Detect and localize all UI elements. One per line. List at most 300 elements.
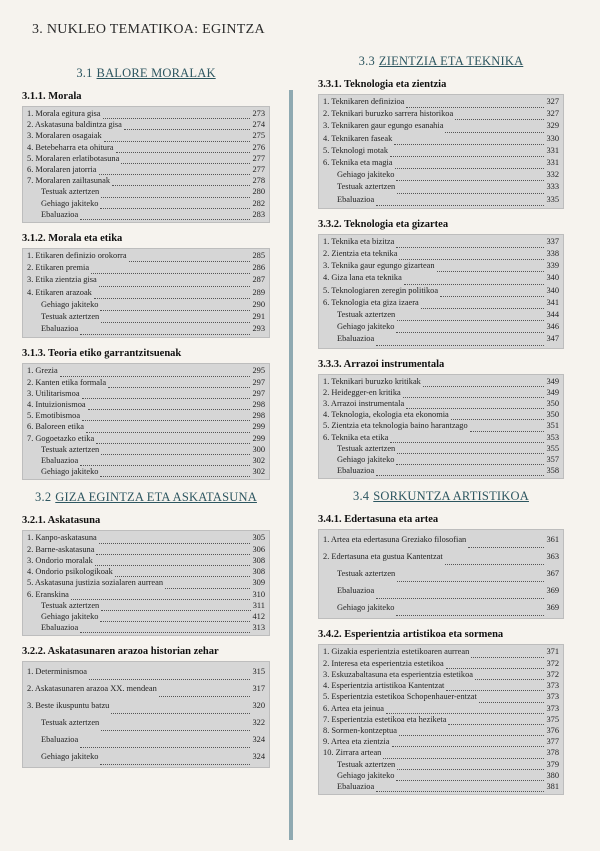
toc-entry[interactable]: [27, 399, 265, 410]
toc-entry-text: Ebaluazioa: [41, 735, 79, 745]
toc-entry-text: 4. Teknikaren faseak: [323, 133, 393, 143]
toc-entry-page: 308: [252, 567, 265, 577]
dot-leader: [423, 378, 545, 387]
dot-leader: [397, 312, 544, 321]
toc-entry-text: 4. Betebeharra eta ohitura: [27, 142, 114, 152]
toc-entry-text: Testuak aztertzen: [41, 600, 100, 610]
toc-entry-text: 5. Esperientzia estetikoa Schopenhauer-entzat: [323, 692, 477, 702]
toc-entry-page: 302: [252, 467, 265, 477]
toc-entry-text: 4. Esperientzia artistikoa Kantentzat: [323, 681, 445, 691]
toc-entry-text: Testuak aztertzen: [337, 759, 396, 769]
toc-entry-page: 299: [252, 433, 265, 443]
toc-entry-page: 340: [546, 273, 559, 283]
toc-entry[interactable]: [27, 274, 265, 286]
dot-leader: [445, 124, 544, 133]
toc-entry[interactable]: [27, 444, 265, 455]
toc-entry-page: 332: [546, 170, 559, 180]
toc-entry[interactable]: [323, 272, 559, 284]
toc-entry[interactable]: [27, 600, 265, 611]
section-number: 3.4: [353, 489, 370, 504]
toc-entry[interactable]: [323, 714, 559, 725]
toc-entry-page: 329: [546, 121, 559, 131]
toc-entry-page: 353: [546, 432, 559, 442]
toc-entry[interactable]: [323, 96, 559, 108]
toc-entry-page: 339: [546, 261, 559, 271]
toc-entry[interactable]: [27, 377, 265, 388]
toc-entry[interactable]: [27, 209, 265, 220]
toc-box: [22, 248, 270, 338]
toc-entry-page: 363: [546, 552, 559, 562]
subsection-title: 3.4.1. Edertasuna eta artea: [318, 514, 439, 526]
section-heading: [22, 66, 270, 81]
toc-box: [318, 234, 564, 349]
toc-entry-page: 282: [252, 198, 265, 208]
toc-entry-text: 3. Teknika gaur egungo gizartean: [323, 261, 435, 271]
dot-leader: [96, 435, 250, 444]
toc-entry-page: 311: [252, 600, 265, 610]
section-number: 3.3: [358, 54, 375, 68]
toc-entry-text: Gehiago jakiteko: [41, 299, 99, 309]
toc-entry[interactable]: [27, 410, 265, 421]
dot-leader: [446, 682, 544, 691]
section-3-1: [22, 66, 270, 480]
toc-entry-page: 289: [252, 287, 265, 297]
toc-entry-page: 331: [546, 145, 559, 155]
dot-leader: [445, 556, 545, 565]
toc-entry[interactable]: [323, 145, 559, 157]
dot-leader: [404, 276, 545, 285]
toc-entry-text: 6. Artea eta jeinua: [323, 703, 384, 713]
toc-entry-text: 7. Esperientzia estetikoa eta heziketa: [323, 714, 447, 724]
toc-entry[interactable]: [323, 120, 559, 132]
dot-leader: [396, 607, 544, 616]
toc-entry-page: 273: [252, 109, 265, 118]
toc-entry-page: 347: [546, 334, 559, 344]
toc-entry-text: 10. Zirrara artean: [323, 748, 382, 758]
toc-entry-page: 351: [546, 421, 559, 431]
toc-entry-text: 6. Eranskina: [27, 589, 69, 599]
toc-entry-page: 320: [252, 701, 265, 711]
dot-leader: [100, 756, 250, 765]
toc-entry[interactable]: [323, 443, 559, 454]
dot-leader: [88, 401, 251, 410]
toc-entry[interactable]: [323, 646, 559, 657]
dot-leader: [406, 99, 544, 108]
dot-leader: [101, 314, 250, 323]
toc-entry[interactable]: [323, 409, 559, 420]
toc-entry-text: 1. Etikaren definizio orokorra: [27, 251, 127, 261]
section-number: 3.1: [76, 66, 93, 80]
toc-entry[interactable]: [27, 566, 265, 577]
toc-entry-page: 331: [546, 158, 559, 168]
dot-leader: [475, 671, 544, 680]
toc-entry-text: 7. Gogoetazko etika: [27, 433, 95, 443]
toc-entry[interactable]: [323, 454, 559, 465]
toc-entry[interactable]: [323, 333, 559, 345]
toc-entry-page: 277: [252, 165, 265, 175]
dot-leader: [399, 727, 544, 736]
toc-entry-page: 367: [546, 569, 559, 579]
section-heading: [318, 489, 564, 504]
toc-entry-page: 357: [546, 455, 559, 465]
dot-leader: [392, 738, 545, 747]
toc-entry[interactable]: [323, 260, 559, 272]
toc-entry-page: 298: [252, 400, 265, 410]
toc-entry-text: Ebaluazioa: [41, 456, 79, 466]
dot-leader: [82, 390, 251, 399]
toc-entry[interactable]: [323, 781, 559, 792]
toc-entry[interactable]: [27, 323, 265, 335]
toc-entry-text: 3. Moralaren osagaiak: [27, 131, 102, 141]
dot-leader: [448, 716, 544, 725]
subsection-title: 3.4.2. Esperientzia artistikoa eta sormena: [318, 629, 504, 641]
toc-entry[interactable]: [27, 119, 265, 130]
toc-entry-page: 280: [252, 187, 265, 197]
dot-leader: [108, 379, 250, 388]
toc-entry-text: 2. Barne-askatasuna: [27, 544, 95, 554]
toc-entry-page: 355: [546, 443, 559, 453]
toc-entry[interactable]: [27, 287, 265, 299]
toc-entry[interactable]: [323, 565, 559, 582]
toc-entry-page: 377: [546, 737, 559, 747]
dot-leader: [80, 457, 250, 466]
toc-entry-page: 379: [546, 759, 559, 769]
dot-leader: [376, 337, 544, 346]
toc-entry-text: 5. Emotibismoa: [27, 411, 81, 421]
toc-entry-page: 305: [252, 533, 265, 543]
toc-entry-text: 2. Etikaren premia: [27, 263, 90, 273]
toc-entry[interactable]: [323, 169, 559, 181]
toc-entry[interactable]: [27, 311, 265, 323]
dot-leader: [165, 580, 250, 589]
toc-entry[interactable]: [27, 532, 265, 543]
toc-entry[interactable]: [323, 770, 559, 781]
toc-entry-text: Ebaluazioa: [41, 623, 79, 633]
toc-entry-page: 309: [252, 578, 265, 588]
toc-entry-text: 4. Giza lana eta teknika: [323, 273, 402, 283]
dot-leader: [421, 300, 545, 309]
subsection-title: 3.3.2. Teknologia eta gizartea: [318, 218, 449, 230]
toc-entry[interactable]: [323, 133, 559, 145]
dot-leader: [99, 278, 251, 287]
toc-entry-text: Ebaluazioa: [41, 209, 79, 219]
dot-leader: [468, 539, 544, 548]
toc-entry-text: 1. Artea eta edertasuna Greziako filosofian: [323, 535, 467, 545]
toc-entry-page: 373: [546, 681, 559, 691]
toc-entry[interactable]: [323, 531, 559, 548]
dot-leader: [396, 324, 544, 333]
dot-leader: [96, 546, 250, 555]
toc-entry[interactable]: [27, 680, 265, 697]
toc-entry[interactable]: [27, 611, 265, 622]
subsection-title: 3.1.2. Morala eta etika: [22, 233, 123, 245]
toc-entry-text: Testuak aztertzen: [41, 444, 100, 454]
toc-entry[interactable]: [27, 544, 265, 555]
toc-entry[interactable]: [323, 548, 559, 565]
dot-leader: [111, 705, 250, 714]
dot-leader: [386, 705, 545, 714]
dot-leader: [470, 423, 545, 432]
toc-entry-page: 276: [252, 142, 265, 152]
toc-entry-page: 335: [546, 194, 559, 204]
toc-entry-text: 2. Heidegger-en kritika: [323, 387, 401, 397]
dot-leader: [104, 133, 251, 142]
toc-entry[interactable]: [27, 164, 265, 175]
toc-entry[interactable]: [323, 599, 559, 616]
toc-entry-page: 361: [546, 535, 559, 545]
subsection-title: 3.2.1. Askatasuna: [22, 515, 101, 527]
toc-entry-text: 3. Eskuzabaltasuna eta esperientzia estetikoa: [323, 669, 473, 679]
dot-leader: [121, 155, 250, 164]
toc-entry-text: 4. Etikaren arazoak: [27, 287, 92, 297]
toc-entry-text: 3. Teknikaren gaur egungo esanahia: [323, 121, 444, 131]
toc-entry-page: 315: [252, 667, 265, 677]
toc-entry[interactable]: [323, 703, 559, 714]
toc-entry[interactable]: [323, 398, 559, 409]
toc-entry[interactable]: [27, 697, 265, 714]
toc-entry-text: Ebaluazioa: [337, 586, 375, 596]
dot-leader: [376, 590, 544, 599]
toc-entry-page: 340: [546, 285, 559, 295]
toc-entry-page: 298: [252, 411, 265, 421]
toc-entry-page: 299: [252, 422, 265, 432]
toc-entry[interactable]: [27, 455, 265, 466]
subsection-title: 3.1.1. Morala: [22, 91, 82, 102]
toc-entry[interactable]: [323, 236, 559, 248]
dot-leader: [394, 136, 544, 145]
dot-leader: [100, 302, 250, 311]
toc-entry-text: Ebaluazioa: [337, 781, 375, 791]
dot-leader: [403, 389, 545, 398]
section-3-2: [22, 490, 270, 768]
toc-entry-page: 373: [546, 703, 559, 713]
toc-entry-text: 1. Teknika eta bizitza: [323, 236, 395, 246]
toc-entry[interactable]: [27, 589, 265, 600]
toc-entry[interactable]: [27, 108, 265, 119]
toc-entry-page: 291: [252, 312, 265, 322]
dot-leader: [99, 535, 251, 544]
toc-entry[interactable]: [323, 420, 559, 431]
toc-entry-text: 5. Teknologiaren zeregin politikoa: [323, 285, 439, 295]
dot-leader: [112, 177, 250, 186]
toc-entry-page: 381: [546, 781, 559, 791]
toc-box: [318, 94, 564, 209]
toc-entry-page: 338: [546, 249, 559, 259]
toc-entry[interactable]: [323, 669, 559, 680]
toc-entry[interactable]: [27, 365, 265, 376]
toc-entry[interactable]: [323, 582, 559, 599]
dot-leader: [437, 263, 545, 272]
toc-entry-text: Testuak aztertzen: [41, 187, 100, 197]
dot-leader: [397, 185, 544, 194]
toc-entry[interactable]: [323, 725, 559, 736]
toc-entry[interactable]: [27, 577, 265, 588]
toc-entry[interactable]: [27, 198, 265, 209]
dot-leader: [455, 111, 544, 120]
toc-box: [22, 106, 270, 223]
toc-entry-page: 274: [252, 120, 265, 130]
toc-entry-page: 371: [546, 647, 559, 657]
toc-entry[interactable]: [323, 194, 559, 206]
toc-entry[interactable]: [27, 433, 265, 444]
toc-entry-text: 1. Determinismoa: [27, 667, 88, 677]
toc-entry-text: 2. Kanten etika formala: [27, 377, 107, 387]
dot-leader: [101, 189, 250, 198]
toc-entry-page: 275: [252, 131, 265, 141]
toc-entry[interactable]: [27, 130, 265, 141]
toc-entry[interactable]: [27, 175, 265, 186]
toc-entry-page: 297: [252, 377, 265, 387]
dot-leader: [396, 172, 544, 181]
toc-entry-text: 6. Teknologia eta giza izaera: [323, 297, 419, 307]
toc-entry-text: Gehiago jakiteko: [337, 603, 395, 613]
toc-entry-text: 2. Teknikari buruzko sarrera historikoa: [323, 109, 454, 119]
dot-leader: [451, 411, 545, 420]
toc-entry[interactable]: [27, 153, 265, 164]
dot-leader: [71, 591, 251, 600]
toc-entry-page: 380: [546, 770, 559, 780]
toc-box: [318, 529, 564, 619]
toc-entry[interactable]: [323, 309, 559, 321]
subsection-title: 3.2.2. Askatasunaren arazoa historian zehar: [22, 646, 219, 658]
toc-entry-text: 1. Teknikaren definizioa: [323, 97, 405, 106]
dot-leader: [101, 722, 250, 731]
toc-entry-page: 302: [252, 456, 265, 466]
toc-entry-page: 306: [252, 544, 265, 554]
dot-leader: [376, 783, 544, 792]
toc-entry[interactable]: [323, 387, 559, 398]
section-title: GIZA EGINTZA ETA ASKATASUNA: [55, 490, 257, 505]
toc-entry-text: Testuak aztertzen: [337, 310, 396, 320]
dot-leader: [95, 557, 251, 566]
toc-entry[interactable]: [27, 555, 265, 566]
toc-entry-text: 9. Artea eta zientzia: [323, 737, 390, 747]
toc-box: [22, 530, 270, 636]
toc-entry-page: 333: [546, 182, 559, 192]
page-title: 3. NUKLEO TEMATIKOA: EGINTZA: [32, 22, 265, 37]
toc-entry[interactable]: [27, 299, 265, 311]
toc-entry-text: 1. Morala egitura gisa: [27, 109, 101, 118]
toc-entry[interactable]: [323, 248, 559, 260]
toc-entry-page: 310: [252, 589, 265, 599]
toc-entry[interactable]: [323, 108, 559, 120]
toc-entry[interactable]: [27, 421, 265, 432]
toc-entry-text: 3. Utilitarismoa: [27, 388, 80, 398]
toc-entry[interactable]: [323, 432, 559, 443]
toc-entry-page: 372: [546, 669, 559, 679]
toc-entry-page: 287: [252, 275, 265, 285]
toc-box: [22, 661, 270, 768]
toc-entry[interactable]: [323, 297, 559, 309]
toc-entry[interactable]: [323, 691, 559, 702]
toc-entry-page: 378: [546, 748, 559, 758]
toc-entry-text: 8. Sormen-kontzeptua: [323, 725, 397, 735]
toc-entry-text: 6. Teknika eta etika: [323, 432, 389, 442]
toc-entry-page: 373: [546, 692, 559, 702]
toc-entry-page: 278: [252, 176, 265, 186]
toc-entry-page: 376: [546, 725, 559, 735]
toc-entry-text: Gehiago jakiteko: [41, 198, 99, 208]
toc-entry[interactable]: [323, 157, 559, 169]
dot-leader: [115, 568, 251, 577]
toc-entry-text: Testuak aztertzen: [337, 182, 396, 192]
toc-entry-page: 372: [546, 658, 559, 668]
toc-entry-text: Testuak aztertzen: [337, 443, 396, 453]
toc-entry[interactable]: [323, 181, 559, 193]
toc-entry-text: 1. Gizakia esperientzia estetikoaren aurrean: [323, 647, 470, 657]
toc-entry-page: 350: [546, 399, 559, 409]
toc-entry-page: 327: [546, 109, 559, 119]
toc-entry[interactable]: [27, 622, 265, 633]
toc-entry[interactable]: [323, 658, 559, 669]
dot-leader: [60, 368, 251, 377]
toc-entry[interactable]: [323, 680, 559, 691]
toc-entry-text: 6. Baloreen etika: [27, 422, 84, 432]
toc-entry[interactable]: [323, 736, 559, 747]
toc-entry-text: 5. Teknologi motak: [323, 145, 389, 155]
dot-leader: [89, 671, 250, 680]
dot-leader: [446, 660, 545, 669]
dot-leader: [100, 613, 250, 622]
toc-entry[interactable]: [323, 747, 559, 758]
dot-leader: [100, 200, 250, 209]
section-3-3: [318, 54, 564, 479]
toc-entry-text: Ebaluazioa: [41, 324, 79, 334]
dot-leader: [101, 446, 250, 455]
toc-entry[interactable]: [27, 663, 265, 680]
toc-entry[interactable]: [27, 262, 265, 274]
toc-entry-page: 283: [252, 209, 265, 219]
toc-entry-page: 341: [546, 297, 559, 307]
dot-leader: [94, 290, 251, 299]
dot-leader: [440, 288, 544, 297]
toc-entry-text: Gehiago jakiteko: [41, 467, 99, 477]
toc-entry[interactable]: [27, 714, 265, 731]
dot-leader: [103, 110, 251, 119]
toc-entry[interactable]: [323, 759, 559, 770]
toc-entry-page: 324: [252, 752, 265, 762]
toc-entry-text: 6. Teknika eta magia: [323, 158, 393, 168]
toc-entry[interactable]: [323, 376, 559, 387]
toc-entry-text: 3. Etika zientzia gisa: [27, 275, 97, 285]
dot-leader: [159, 688, 251, 697]
toc-entry-page: 300: [252, 444, 265, 454]
toc-entry[interactable]: [27, 186, 265, 197]
toc-entry[interactable]: [27, 748, 265, 765]
section-title: ZIENTZIA ETA TEKNIKA: [378, 54, 524, 68]
dot-leader: [397, 761, 544, 770]
toc-entry-page: 349: [546, 376, 559, 386]
toc-entry-text: 2. Interesa eta esperientzia estetikoa: [323, 658, 444, 668]
toc-entry[interactable]: [27, 466, 265, 477]
toc-entry[interactable]: [27, 250, 265, 262]
toc-entry-page: 375: [546, 714, 559, 724]
toc-entry-page: 277: [252, 153, 265, 163]
toc-entry[interactable]: [27, 731, 265, 748]
toc-entry-text: 2. Askatasunaren arazoa XX. mendean: [27, 684, 157, 694]
toc-entry[interactable]: [323, 285, 559, 297]
toc-entry[interactable]: [323, 465, 559, 476]
toc-entry-text: 4. Ondorio psikologikoak: [27, 567, 113, 577]
dot-leader: [396, 456, 544, 465]
toc-entry-page: 349: [546, 387, 559, 397]
toc-box: [22, 363, 270, 480]
dot-leader: [116, 144, 251, 153]
toc-entry[interactable]: [27, 142, 265, 153]
subsection-title: 3.1.3. Teoria etiko garrantzitsuenak: [22, 348, 182, 360]
toc-entry[interactable]: [323, 321, 559, 333]
toc-entry[interactable]: [27, 388, 265, 399]
